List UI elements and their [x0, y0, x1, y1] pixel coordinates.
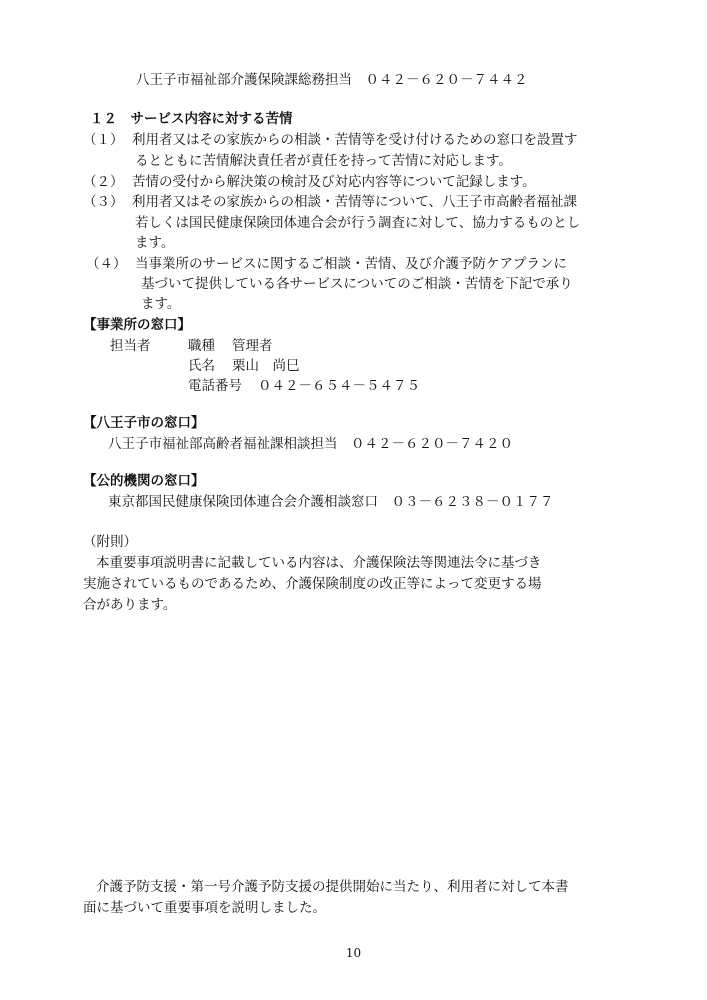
item-2-mark: （２） — [83, 174, 124, 190]
closing-line-2: 面に基づいて重要事項を説明しました。 — [83, 900, 326, 916]
office-role-label: 職種 — [188, 338, 215, 354]
city-contact-line: 八王子市福祉部高齢者福祉課相談担当 ０４２－６２０－７４２０ — [108, 436, 513, 452]
item-4-line-2: 基づいて提供している各サービスについてのご相談・苦情を下記で承り — [141, 276, 573, 292]
item-1-line-1: 利用者又はその家族からの相談・苦情等を受け付けるための窓口を設置す — [132, 132, 578, 148]
section-title: １２ サービス内容に対する苦情 — [90, 111, 293, 127]
item-3-line-3: ます。 — [135, 235, 175, 251]
supplement-line-2: 実施されているものであるため、介護保険制度の改正等によって変更する場 — [83, 576, 542, 592]
item-4-line-1: 当事業所のサービスに関するご相談・苦情、及び介護予防ケアプランに — [135, 256, 567, 272]
item-4-mark: （４） — [86, 256, 127, 272]
page-number: 10 — [345, 946, 362, 960]
office-heading: 【事業所の窓口】 — [83, 317, 191, 333]
item-1-line-2: るとともに苦情解決責任者が責任を持って苦情に対応します。 — [135, 153, 512, 169]
office-name-value: 栗山 尚巳 — [232, 358, 300, 374]
item-3-mark: （３） — [83, 194, 124, 210]
supplement-line-3: 合があります。 — [83, 597, 177, 613]
item-1-mark: （１） — [83, 132, 124, 148]
item-2-line-1: 苦情の受付から解決策の検討及び対応内容等について記録します。 — [132, 174, 536, 190]
supplement-heading: （附則） — [83, 534, 137, 550]
item-3-line-1: 利用者又はその家族からの相談・苦情等について、八王子市高齢者福祉課 — [132, 194, 577, 210]
closing-line-1: 介護予防支援・第一号介護予防支援の提供開始に当たり、利用者に対して本書 — [96, 879, 569, 895]
item-3-line-2: 若しくは国民健康保険団体連合会が行う調査に対して、協力するものとし — [135, 215, 581, 231]
office-phone-label: 電話番号 — [188, 378, 242, 394]
office-phone-value: ０４２－６５４－５４７５ — [258, 378, 420, 394]
supplement-line-1: 本重要事項説明書に記載している内容は、介護保険法等関連法令に基づき — [96, 555, 542, 571]
office-role-value: 管理者 — [232, 338, 273, 354]
public-contact-line: 東京都国民健康保険団体連合会介護相談窓口 ０３－６２３８－０１７７ — [108, 494, 554, 510]
header-contact-line: 八王子市福祉部介護保険課総務担当 ０４２－６２０－７４４２ — [136, 72, 528, 88]
item-4-line-3: ます。 — [141, 296, 181, 312]
city-heading: 【八王子市の窓口】 — [83, 415, 205, 431]
office-contact-label: 担当者 — [110, 338, 151, 354]
office-name-label: 氏名 — [188, 358, 215, 374]
public-heading: 【公的機関の窓口】 — [83, 473, 205, 489]
